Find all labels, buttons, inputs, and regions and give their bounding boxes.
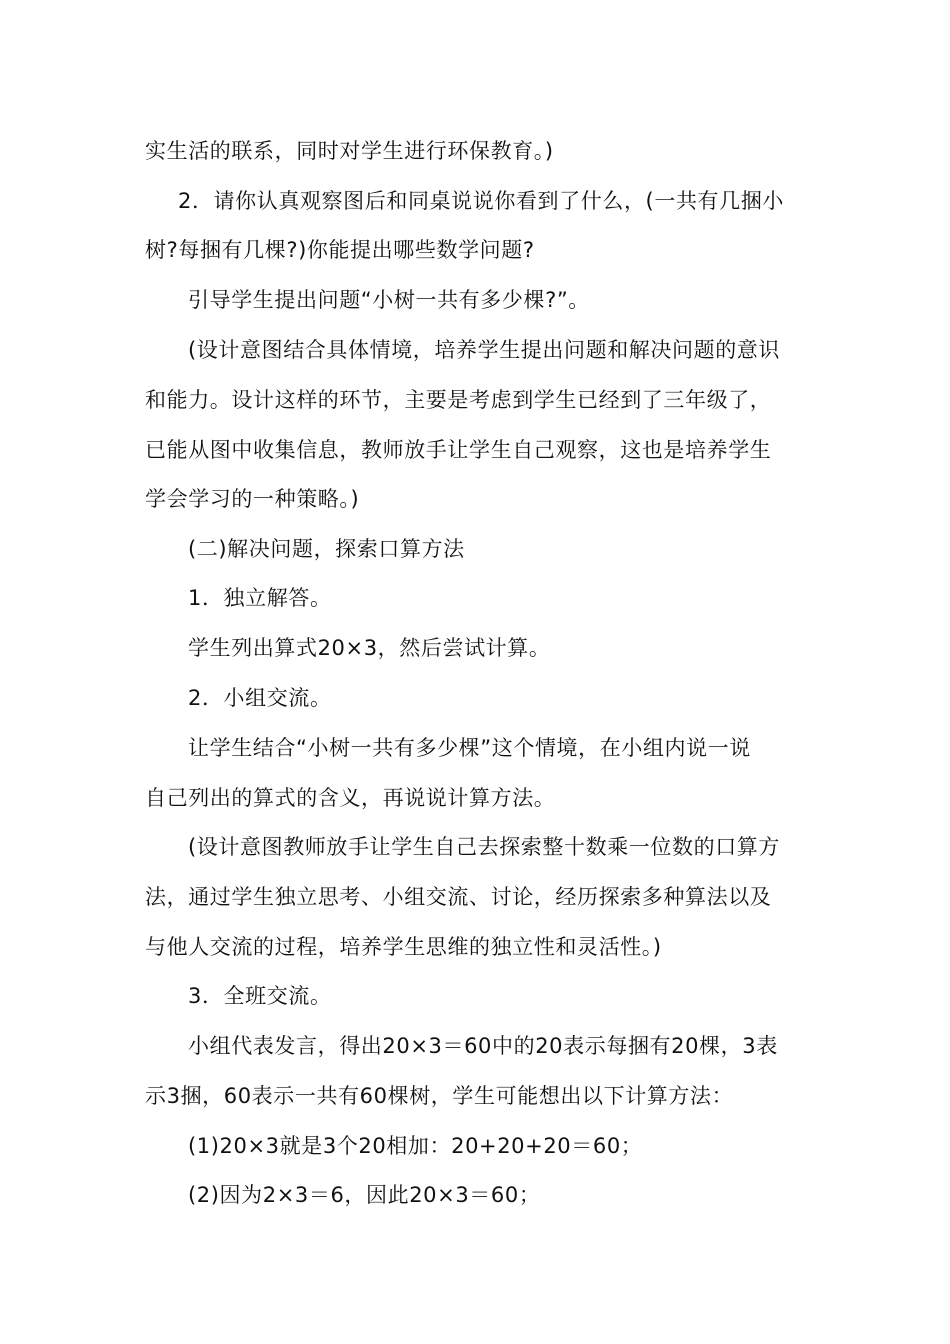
text-line: (2)因为2×3＝6，因此20×3＝60；: [188, 1183, 541, 1207]
section-heading: (二)解决问题，探索口算方法: [188, 537, 465, 561]
text-line: (设计意图教师放手让学生自己去探索整十数乘一位数的口算方: [188, 835, 780, 859]
text-line: 和能力。设计这样的环节，主要是考虑到学生已经到了三年级了，: [145, 388, 772, 412]
text-line: 1．独立解答。: [188, 586, 332, 610]
text-line: 2．小组交流。: [188, 686, 332, 710]
text-line: 引导学生提出问题“小树一共有多少棵?”。: [188, 288, 590, 312]
text-line: 自己列出的算式的含义，再说说计算方法。: [145, 786, 556, 810]
text-line: 与他人交流的过程，培养学生思维的独立性和灵活性。): [145, 935, 662, 959]
text-line: (设计意图结合具体情境，培养学生提出问题和解决问题的意识: [188, 338, 780, 362]
text-line: (1)20×3就是3个20相加：20+20+20＝60；: [188, 1134, 643, 1158]
text-line: 2．请你认真观察图后和同桌说说你看到了什么，(一共有几捆小: [178, 189, 784, 213]
text-line: 已能从图中收集信息，教师放手让学生自己观察，这也是培养学生: [145, 438, 772, 462]
text-line: 示3捆，60表示一共有60棵树，学生可能想出以下计算方法：: [145, 1084, 734, 1108]
text-line: 3．全班交流。: [188, 984, 332, 1008]
text-line: 树?每捆有几棵?)你能提出哪些数学问题?: [145, 238, 535, 262]
text-line: 学会学习的一种策略。): [145, 487, 360, 511]
text-line: 让学生结合“小树一共有多少棵”这个情境，在小组内说一说: [188, 736, 751, 760]
text-line: 学生列出算式20×3，然后尝试计算。: [188, 636, 551, 660]
text-line: 法，通过学生独立思考、小组交流、讨论，经历探索多种算法以及: [145, 885, 772, 909]
text-line: 小组代表发言，得出20×3＝60中的20表示每捆有20棵，3表: [188, 1034, 778, 1058]
text-line: 实生活的联系，同时对学生进行环保教育。): [145, 139, 554, 163]
